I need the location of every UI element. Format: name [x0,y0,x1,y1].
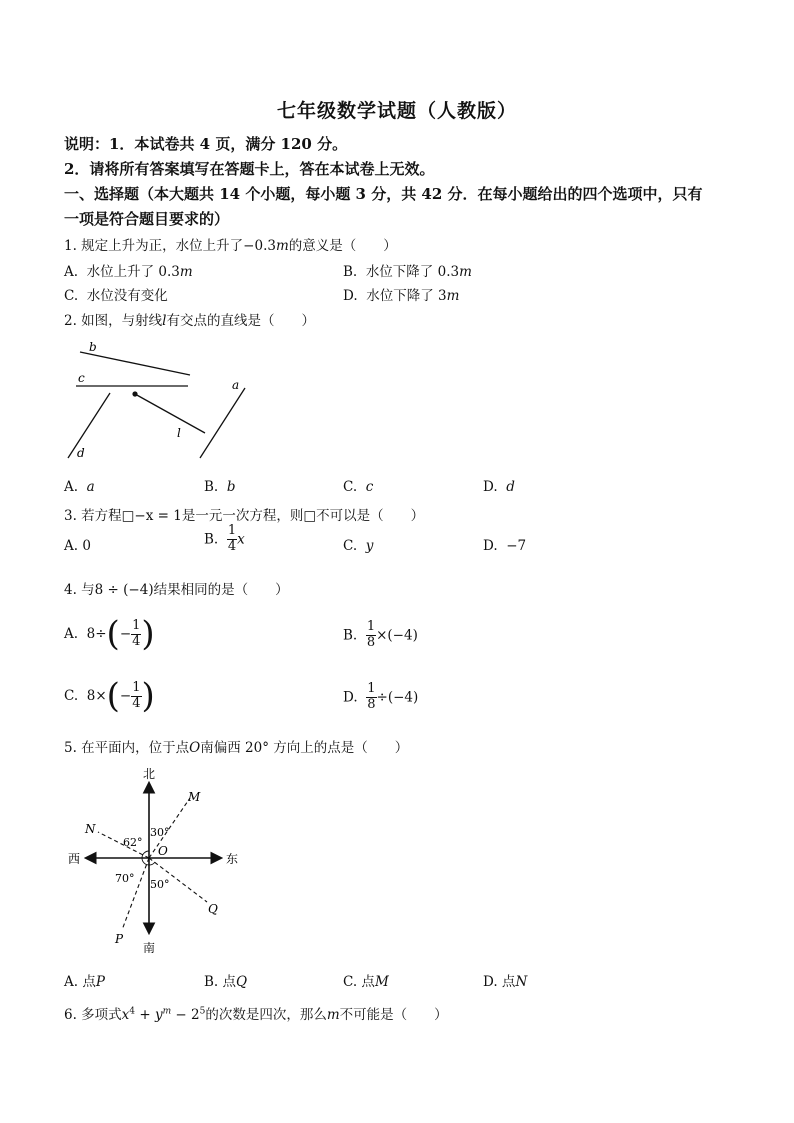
ray-endpoint [132,391,137,396]
question-6 [64,1003,448,1023]
q3-option-c [343,538,373,554]
section-heading-line2: 一项是符合题目要求的） [64,210,230,228]
q4-option-c [64,676,155,716]
option-text: M [374,974,389,990]
option-var: y [365,538,374,554]
label-l: l [177,426,181,440]
option-text: a [86,479,95,495]
label-d: d [77,446,85,460]
note-2: 2．请将所有答案填写在答题卡上，答在本试卷上无效。 [64,160,435,178]
paren-right: ) [141,614,155,654]
q5-var: O [189,740,201,756]
q1-option-b [343,260,472,280]
q2-option-c [343,479,373,495]
q3-stem-post: 是一元一次方程，则□不可以是（ ） [181,508,425,524]
option-text: N [515,974,528,990]
q1-stem-post: 的意义是（ ） [288,238,397,254]
q2-var: l [162,313,167,329]
label-b: b [89,340,97,354]
q3-option-b [204,524,245,555]
fraction [227,524,237,555]
q5-option-b [204,970,247,990]
option-unit: m [459,264,472,280]
option-label: B. 点 [204,974,237,990]
fraction [366,620,376,651]
q6-term-exp: 4 [129,1006,136,1017]
label-a: a [232,378,240,392]
option-label: C. [64,288,79,304]
label-c: c [78,371,85,385]
note-1: 说明：1．本试卷共 4 页，满分 120 分。 [64,135,348,153]
q3-option-d [483,538,526,554]
option-label: C. [343,479,358,495]
q6-op: − 2 [171,1007,200,1023]
option-label: A. 点 [64,974,96,990]
numerator: 1 [367,681,376,696]
label-o: O [158,844,168,858]
option-label: B. [343,264,358,280]
line-a [200,388,245,458]
option-text: P [95,974,105,990]
q5-option-c [343,970,389,990]
label-angle-30: 30° [150,826,170,839]
angle-arc-50 [149,862,155,865]
q6-term-exp: m [162,1006,172,1017]
q1-expr: −0.3 [243,238,276,254]
q6-op: + [135,1007,155,1023]
line-b [80,352,190,375]
label-west: 西 [68,852,81,866]
fraction [131,681,141,712]
option-prefix: 8÷ [86,626,107,642]
q2-stem-pre: 2. 如图，与射线 [64,313,163,329]
ray-l [135,394,205,433]
option-text: 水位下降了 0.3 [365,264,460,280]
q6-stem-post: 不可能是（ ） [339,1007,448,1023]
label-angle-70: 70° [115,872,135,885]
label-angle-50: 50° [150,878,170,891]
q2-option-d [483,479,515,495]
q6-term-exp: 5 [199,1006,206,1017]
denominator: 4 [132,695,141,711]
q1-option-c [64,284,168,304]
question-1 [64,234,397,254]
option-text: d [506,479,515,495]
option-text: c [365,479,374,495]
q3-stem-pre: 3. 若方程 [64,508,122,524]
option-label: C. 点 [343,974,375,990]
option-text: Q [236,974,248,990]
label-north: 北 [143,767,156,781]
denominator: 4 [227,538,237,554]
option-label: D. [483,538,498,554]
q1-stem-pre: 1. 规定上升为正，水位上升了 [64,238,244,254]
fraction [366,682,376,713]
numerator: 1 [227,523,237,538]
label-p: P [115,932,124,946]
option-text: b [226,479,236,495]
q3-option-a: A. 0 [64,538,91,554]
option-label: D. [483,479,498,495]
section-heading-line1: 一、选择题（本大题共 14 个小题，每小题 3 分，共 42 分．在每小题给出的四个选项中，只有 [64,185,703,203]
option-unit: m [179,264,193,280]
numerator: 1 [132,617,141,633]
q5-stem-pre: 5. 在平面内，位于点 [64,740,190,756]
q4-expr: 8 ÷ (−4) [94,582,154,598]
q1-option-d [343,284,459,304]
line-d [68,393,110,458]
q5-compass-figure [60,762,250,958]
option-var: x [237,531,245,548]
numerator: 1 [366,619,376,634]
option-prefix: 8× [86,688,107,704]
label-east: 东 [226,852,239,866]
q6-stem-pre: 6. 多项式 [64,1007,122,1023]
option-suffix: ×(−4) [376,627,418,644]
option-label: D. [343,288,358,304]
q6-term-base: x [121,1007,130,1023]
denominator: 4 [132,633,141,649]
option-label: D. [343,689,358,706]
label-n: N [85,822,96,836]
q2-stem-post: 有交点的直线是（ ） [166,313,315,329]
option-label: B. [204,531,219,548]
option-unit: m [446,288,460,304]
paren-right: ) [141,676,155,716]
q3-expr: □−x = 1 [121,508,182,524]
q5-option-a [64,970,105,990]
option-text: 水位下降了 3 [366,288,447,304]
q4-option-b [343,620,418,651]
q5-option-d [483,970,527,990]
option-label: A. [64,626,79,642]
option-text: 水位没有变化 [86,288,168,304]
option-text: 水位上升了 0.3 [86,264,180,280]
question-4 [64,578,289,598]
question-5 [64,736,408,756]
q2-option-b [204,479,235,495]
q6-term-base: y [154,1007,163,1023]
option-label: A. [64,479,79,495]
option-label: B. [204,479,219,495]
q4-option-a [64,614,155,654]
option-label: B. [343,627,358,644]
page-title: 七年级数学试题（人教版） [276,100,517,122]
denominator: 8 [366,634,376,650]
q4-stem-post: 结果相同的是（ ） [153,582,289,598]
paren-left: ( [106,676,120,716]
label-m: M [188,790,201,804]
question-3 [64,504,424,524]
q2-lines-figure [60,333,260,465]
paren-left: ( [106,614,120,654]
label-south: 南 [143,941,156,955]
q5-stem-post: 南偏西 20° 方向上的点是（ ） [200,740,409,756]
sign: − [119,626,132,642]
fraction [131,619,141,650]
q1-option-a [64,260,193,280]
q4-stem-pre: 4. 与 [64,582,95,598]
option-text: −7 [506,538,527,554]
option-suffix: ÷(−4) [376,689,419,706]
label-angle-62: 62° [123,836,143,849]
q2-option-a [64,479,95,495]
q6-stem-mid: 的次数是四次，那么 [205,1007,327,1023]
sign: − [119,688,132,704]
q4-option-d [343,682,418,713]
option-label: A. [64,264,79,280]
ray-p [122,858,149,930]
option-label: C. [64,688,79,704]
q1-unit: m [275,238,289,254]
option-label: C. [343,538,358,554]
label-q: Q [208,902,218,916]
numerator: 1 [132,679,141,695]
question-2 [64,309,315,329]
denominator: 8 [367,696,376,712]
q6-var: m [326,1007,340,1023]
option-label: D. 点 [483,974,516,990]
